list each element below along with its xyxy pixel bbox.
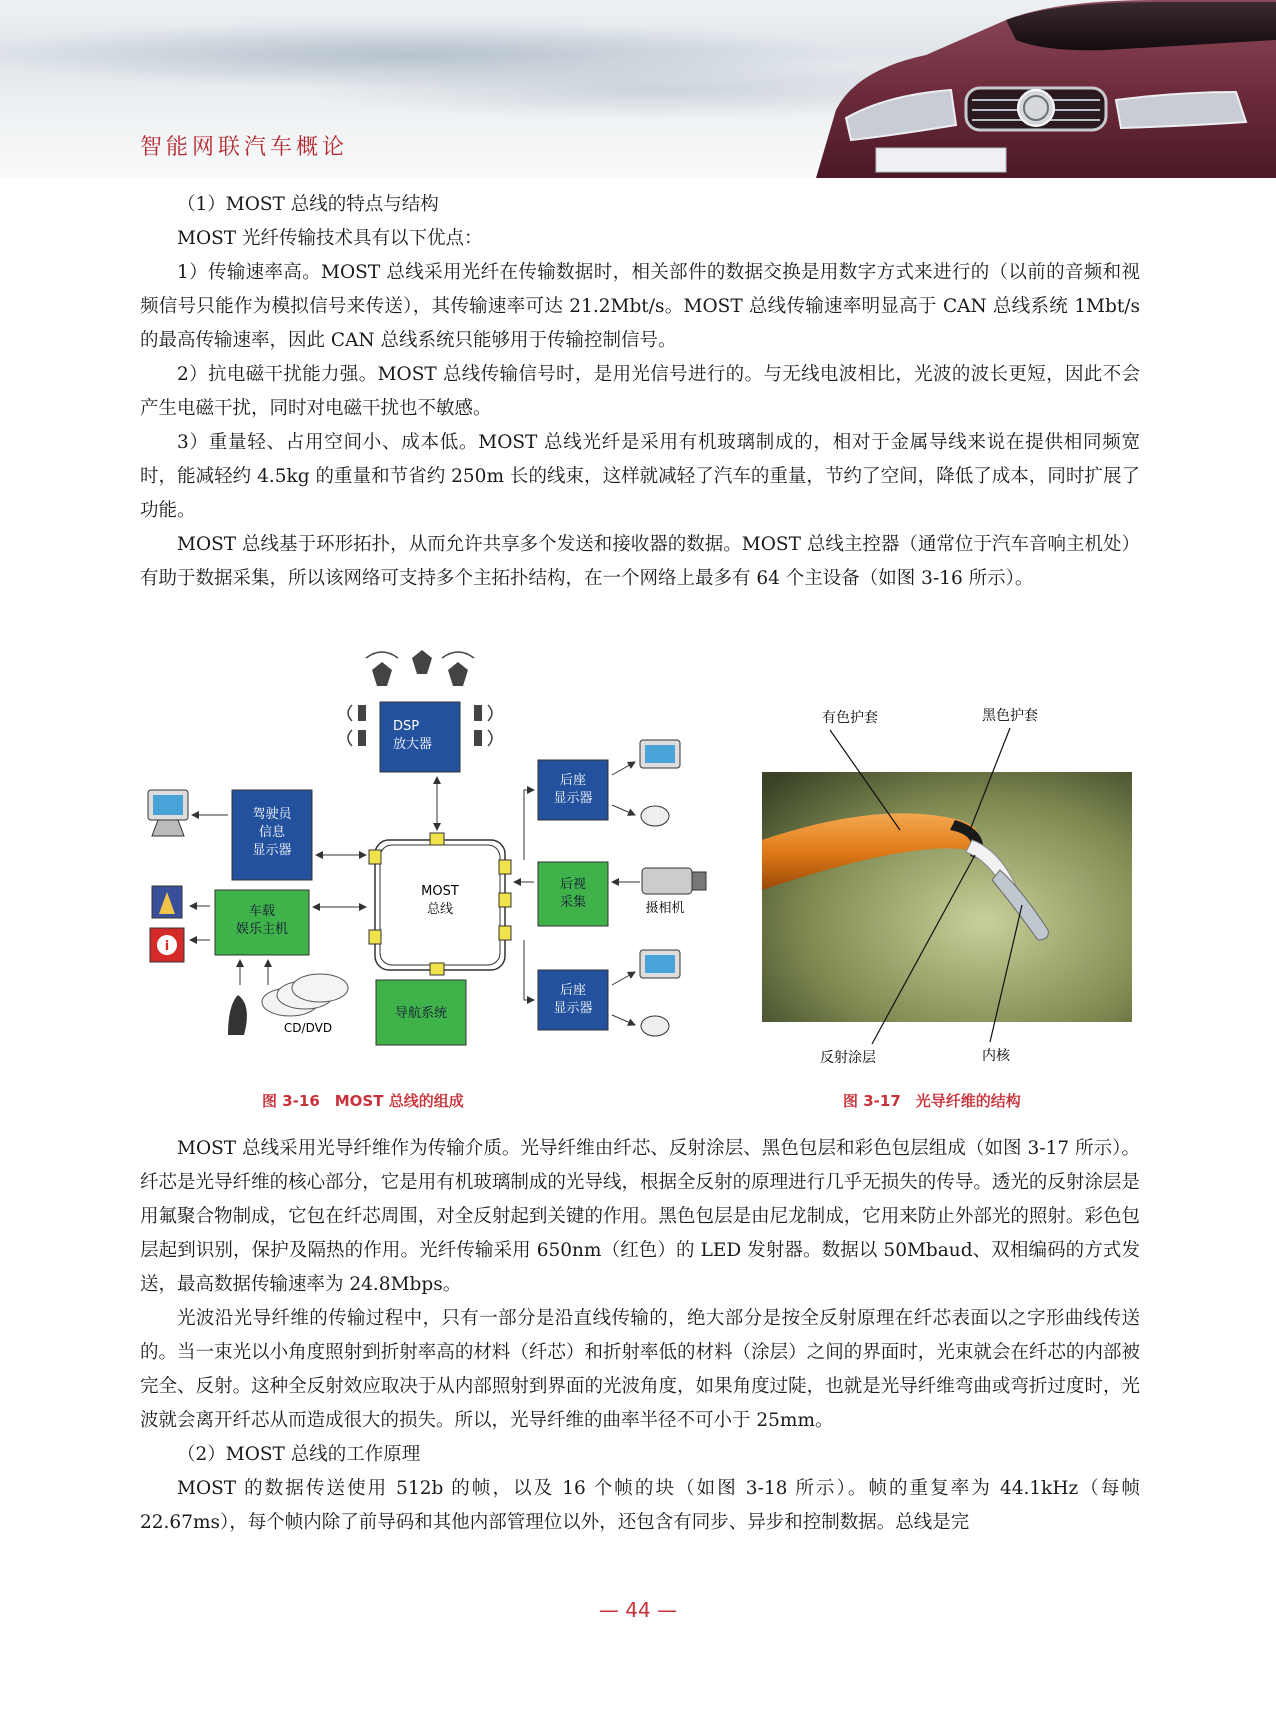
svg-text:驾驶员: 驾驶员 bbox=[252, 807, 292, 822]
monitor-icon bbox=[148, 790, 188, 836]
paragraph: MOST 的数据传送使用 512b 的帧，以及 16 个帧的块（如图 3-18 所示）。帧的重复率为 44.1kHz（每帧 22.67ms），每个帧内除了前导码和其他内部管理位以外，还包含有同步、异步和控制数据。总线是完 bbox=[140, 1478, 1140, 1533]
paragraph: 1）传输速率高。MOST 总线采用光纤在传输数据时，相关部件的数据交换是用数字方式来进行的（以前的音频和视频信号只能作为模拟信号来传送），其传输速率可达 21.2Mbt/s。MOST 总线传输速率明显高于 CAN 总线系统 1Mbt/s 的最高传输速率，因此 CAN 总线系统只能够用于传输控制信号。 bbox=[140, 262, 1140, 351]
svg-text:后座: 后座 bbox=[559, 773, 587, 788]
bus-label-2: 总线 bbox=[426, 902, 454, 917]
rear-display-bottom-box bbox=[538, 970, 608, 1030]
camera-label: 摄相机 bbox=[645, 901, 685, 916]
paragraph: 光波沿光导纤维的传输过程中，只有一部分是沿直线传输的，绝大部分是按全反射原理在纤芯表面以之字形曲线传送的。当一束光以小角度照射到折射率高的材料（纤芯）和折射率低的材料（涂层）之间的界面时，光束就会在纤芯的内部被完全、反射。这种全反射效应取决于从内部照射到界面的光波角度，如果角度过陡，也就是光导纤维弯曲或弯折过度时，光波就会离开纤芯从而造成很大的损失。所以，光导纤维的曲率半径不可小于 25mm。 bbox=[140, 1308, 1140, 1431]
svg-text:采集: 采集 bbox=[559, 895, 587, 910]
figure-caption: 图 3-16 MOST 总线的组成 bbox=[262, 1092, 464, 1110]
car-illustration bbox=[776, 0, 1276, 178]
label-black-jacket: 黑色护套 bbox=[982, 708, 1038, 724]
svg-text:显示器: 显示器 bbox=[553, 1001, 593, 1016]
monitor-icon bbox=[640, 740, 680, 768]
svg-text:车载: 车载 bbox=[248, 904, 276, 919]
most-bus-diagram bbox=[140, 650, 750, 1090]
svg-text:显示器: 显示器 bbox=[553, 791, 593, 806]
photo-background bbox=[762, 772, 1132, 1022]
svg-text:导航系统: 导航系统 bbox=[394, 1006, 448, 1021]
bus-label-1: MOST bbox=[421, 884, 459, 899]
page-header bbox=[0, 0, 1276, 178]
svg-text:娱乐主机: 娱乐主机 bbox=[235, 922, 289, 937]
rear-camera-box bbox=[538, 862, 608, 926]
cd-label: CD/DVD bbox=[283, 1021, 333, 1035]
svg-text:i: i bbox=[164, 939, 170, 954]
fiber-structure-photo bbox=[760, 690, 1140, 1090]
svg-text:放大器: 放大器 bbox=[393, 737, 433, 752]
microphone-icon bbox=[228, 995, 247, 1035]
section-heading: （2）MOST 总线的工作原理 bbox=[177, 1444, 421, 1465]
section-heading: （1）MOST 总线的特点与结构 bbox=[177, 194, 439, 215]
monitor-icon bbox=[640, 950, 680, 978]
cd-icon bbox=[262, 974, 348, 1016]
svg-text:后视: 后视 bbox=[559, 877, 587, 892]
label-core: 内核 bbox=[982, 1048, 1010, 1064]
camera-icon bbox=[642, 868, 706, 894]
paragraph: 2）抗电磁干扰能力强。MOST 总线传输信号时，是用光信号进行的。与无线电波相比，光波的波长更短，因此不会产生电磁干扰，同时对电磁干扰也不敏感。 bbox=[140, 364, 1140, 419]
paragraph: MOST 总线采用光导纤维作为传输介质。光导纤维由纤芯、反射涂层、黑色包层和彩色包层组成（如图 3-17 所示）。纤芯是光导纤维的核心部分，它是用有机玻璃制成的光导线，根据全反射的原理进行几乎无损失的传导。透光的反射涂层是用氟聚合物制成，它包在纤芯周围，对全反射起到关键的作用。黑色包层是由尼龙制成，它用来防止外部光的照射。彩色包层起到识别，保护及隔热的作用。光纤传输采用 650nm（红色）的 LED 发射器。数据以 50Mbaud、双相编码的方式发送，最高数据传输速率为 24.8Mbps。 bbox=[140, 1138, 1140, 1295]
body-text-bottom bbox=[140, 1132, 1140, 1540]
headphone-icon bbox=[641, 1016, 669, 1036]
svg-text:后座: 后座 bbox=[559, 983, 587, 998]
running-header-title: 智能网联汽车概论 bbox=[140, 135, 349, 160]
headphone-icon bbox=[641, 806, 669, 826]
paragraph: MOST 光纤传输技术具有以下优点： bbox=[177, 228, 483, 249]
body-text-top bbox=[140, 188, 1140, 596]
paragraph: MOST 总线基于环形拓扑，从而允许共享多个发送和接收器的数据。MOST 总线主控器（通常位于汽车音响主机处）有助于数据采集，所以该网络可支持多个主拓扑结构，在一个网络上最多有 64 个主设备（如图 3-16 所示）。 bbox=[140, 534, 1140, 589]
label-color-jacket: 有色护套 bbox=[822, 710, 878, 726]
paragraph: 3）重量轻、占用空间小、成本低。MOST 总线光纤是采用有机玻璃制成的，相对于金属导线来说在提供相同频宽时，能减轻约 4.5kg 的重量和节省约 250m 长的线束，这样就减轻了汽车的重量，节约了空间，降低了成本，同时扩展了功能。 bbox=[140, 432, 1140, 521]
svg-text:信息: 信息 bbox=[258, 825, 286, 840]
svg-text:DSP: DSP bbox=[393, 719, 420, 734]
label-reflective-coating: 反射涂层 bbox=[820, 1050, 876, 1066]
rear-display-top-box bbox=[538, 760, 608, 820]
figure-caption: 图 3-17 光导纤维的结构 bbox=[843, 1092, 1021, 1110]
svg-text:显示器: 显示器 bbox=[252, 843, 292, 858]
page-number: — 44 — bbox=[598, 1598, 678, 1622]
